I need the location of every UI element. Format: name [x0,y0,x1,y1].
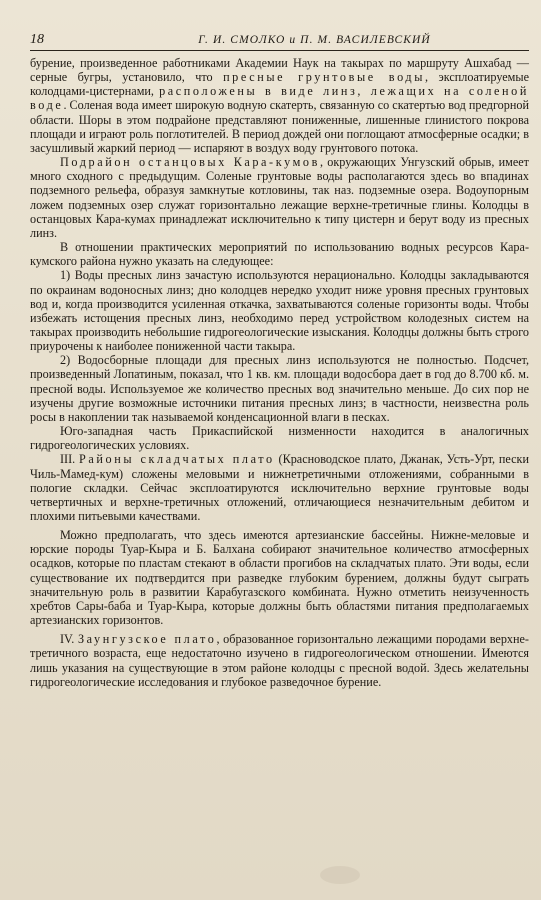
paragraph-8: Можно предполагать, что здесь имеются артезианские бассейны. Нижне-меловые и юрские породы Туар-Кыра и Б. Балхана собирают значительное количество атмосферных осадков, которые по пластам стекают в области прогибов на складчатых плато. Эти воды, если существование их подтвердится при разведке глубоким бурением, должны будут сыграть значительную роль в развитии Карабугазского комбината. Нужно отметить неизученность хребтов Сары-баба и Туар-Кыра, которые должны быть областями питания предполагаемых артезианских горизонтов. [30,528,529,628]
paragraph-9: IV. Заунгузское плато, образованное горизонтально лежащими породами верхне-третичного возраста, еще недостаточно изучено в гидрогеологическом отношении. Имеются лишь указания на существующие в этом районе колодцы с пресной водой. Здесь желательны гидрогеологические исследования и глубокое разведочное бурение. [30,632,529,689]
page-header [30,32,529,51]
paper-stain [320,866,360,884]
paragraph-2: Подрайон останцовых Кара-кумов, окружающих Унгузский обрыв, имеет много сходного с предыдущим. Соленые грунтовые воды располагаются здесь во впадинах подземного рельефа, образуя замкнутые котловины, так наз. подземные озера. Водоупорным ложем подземных озер служат горизонтально лежащие верхне-третичные глины. Колодцы в останцовых Кара-кумах принадлежат исключительно к типу цистерн и берут воду из пресных линз. [30,155,530,240]
paragraph-6: Юго-западная часть Прикаспийской низменности находится в аналогичных гидрогеологических условиях. [30,424,529,453]
paragraph-4: 1) Воды пресных линз зачастую используются нерационально. Колодцы закладываются по окраинам водоносных линз; дно колодцев нередко уходит ниже уровня пресных грунтовых вод и, когда производится усиленная откачка, захватываются соленые горизонты воды. Чтобы избежать истощения пресных линз, необходимо перед устройством колодезных систем на такырах производить небольшие гидрогеологические изыскания. Колодцы должны быть строго приурочены к наиболее пониженной части такыра. [30,268,529,354]
paragraph-5: 2) Водосборные площади для пресных линз используются не полностью. Подсчет, произведенный Лопатиным, показал, что 1 кв. км. площади водосбора дает в год до 8.700 кб. м. пресной воды. Используемое же количество пресных вод значительно меньше. До сих пор не изучены другие возможные источники питания пресных линз; в частности, неизвестна роль росы в накоплении так называемой конденсационной влаги в песках. [30,353,529,424]
paragraph-1: бурение, произведенное работниками Академии Наук на такырах по маршруту Ашхабад — серные бугры, установило, что пресные грунтовые воды, эксплоатируемые колодцами-цистернами, расположены в виде линз, лежащих на соленой воде. Соленая вода имеет широкую водную скатерть, связанную со скатертью вод предгорной области. Шоры в этом подрайоне представляют пониженные, лишенные глинистого покрова площади и играют роль поглотителей. В период дождей они поглощают атмосферные осадки; в засушливый жаркий период — испаряют в воздух воду грунтового потока. [30,56,529,155]
paragraph-7: III. Районы складчатых плато (Красноводское плато, Джанак, Усть-Урт, пески Чиль-Мамед-кум) сложены меловыми и нижнетретичными отложениями, собранными в пологие складки. Сейчас эксплоатируются исключительно верхние грунтовые воды четвертичных и верхне-третичных отложений, отличающиеся незначительным дебитом и плохими питьевыми качествами. [30,452,529,523]
body-text [30,56,529,689]
page-number: 18 [30,32,44,47]
paragraph-3: В отношении практических мероприятий по использованию водных ресурсов Кара-кумского района нужно указать на следующее: [30,240,529,269]
running-head: Г. И. СМОЛКО и П. М. ВАСИЛЕВСКИЙ [198,34,431,46]
